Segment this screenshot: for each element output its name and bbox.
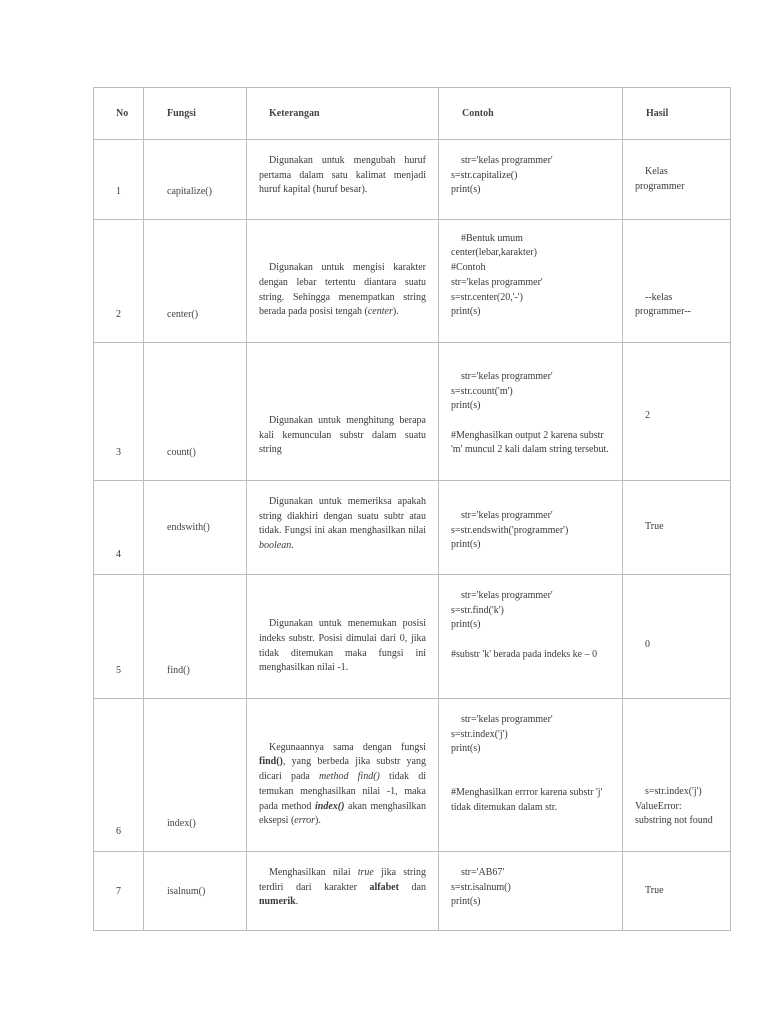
row-number: 3 <box>94 343 144 481</box>
result-cell <box>623 343 731 481</box>
code-line: s=str.count('m') <box>451 385 513 397</box>
function-name: index() <box>144 699 247 852</box>
table-row <box>94 220 731 343</box>
code-line: str='kelas programmer' <box>461 510 553 521</box>
header-contoh: Contoh <box>439 88 623 140</box>
result-line: Kelas <box>645 165 668 177</box>
description-text: Menghasilkan nilai true jika string terdiri dari karakter alfabet dan numerik. <box>259 867 426 908</box>
code-line: #Contoh <box>451 262 486 274</box>
result-cell <box>623 852 731 931</box>
result-cell <box>623 699 731 852</box>
result-cell <box>623 220 731 343</box>
example-cell <box>439 220 623 343</box>
code-line: print(s) <box>451 306 481 318</box>
table-row <box>94 481 731 575</box>
code-line: s=str.endswith('programmer') <box>451 524 569 536</box>
code-line: s=str.capitalize() <box>451 169 518 181</box>
table-row <box>94 575 731 699</box>
description-text: Digunakan untuk menemukan posisi indeks substr. Posisi dimulai dari 0, jika tidak ditemukan maka fungsi ini menghasilkan nilai -1. <box>259 618 426 674</box>
row-number: 2 <box>94 220 144 343</box>
description-text: Digunakan untuk mengubah huruf pertama dalam satu kalimat menjadi huruf kapital (huruf besar). <box>259 155 426 196</box>
header-hasil: Hasil <box>623 88 731 140</box>
code-line: str='kelas programmer' <box>461 370 553 382</box>
header-fungsi: Fungsi <box>144 88 247 140</box>
code-comment: #Menghasilkan output 2 karena substr 'm' muncul 2 kali dalam string tersebut. <box>451 429 609 456</box>
function-name: count() <box>144 343 247 481</box>
code-line: s=str.isalnum() <box>451 881 511 893</box>
table-row <box>94 343 731 481</box>
description-cell <box>247 481 439 575</box>
function-name: isalnum() <box>144 852 247 931</box>
row-number: 6 <box>94 699 144 852</box>
code-line: print(s) <box>451 896 481 908</box>
description-cell <box>247 220 439 343</box>
description-cell <box>247 343 439 481</box>
code-line: print(s) <box>451 184 481 196</box>
code-line: str='kelas programmer' <box>461 155 553 166</box>
description-cell <box>247 852 439 931</box>
code-line: str='kelas programmer' <box>451 276 543 288</box>
function-name: endswith() <box>144 481 247 575</box>
code-line: print(s) <box>451 539 481 551</box>
table-row <box>94 699 731 852</box>
code-line: #Bentuk umum <box>461 232 523 244</box>
result-line: True <box>645 884 664 896</box>
code-line: print(s) <box>451 619 481 631</box>
code-comment: #Menghasilkan errror karena substr 'j' tidak ditemukan dalam str. <box>451 787 603 814</box>
code-comment: #substr 'k' berada pada indeks ke – 0 <box>451 648 598 660</box>
code-line: s=str.find('k') <box>451 604 504 616</box>
result-line: True <box>645 521 664 533</box>
result-line: s=str.index('j') <box>645 785 702 797</box>
row-number: 5 <box>94 575 144 699</box>
description-text: Digunakan untuk menghitung berapa kali kemunculan substr dalam suatu string <box>259 414 426 456</box>
result-line: programmer-- <box>635 306 691 318</box>
example-cell <box>439 481 623 575</box>
header-keterangan: Keterangan <box>247 88 439 140</box>
result-cell <box>623 575 731 699</box>
result-line: programmer <box>635 180 685 192</box>
code-line: center(lebar,karakter) <box>451 247 537 259</box>
result-cell <box>623 140 731 220</box>
example-cell <box>439 343 623 481</box>
row-number: 7 <box>94 852 144 931</box>
description-cell <box>247 575 439 699</box>
table-row <box>94 140 731 220</box>
example-cell <box>439 852 623 931</box>
functions-table <box>93 87 731 931</box>
row-number: 4 <box>94 481 144 575</box>
code-line: str='kelas programmer' <box>461 714 553 725</box>
table-row <box>94 852 731 931</box>
code-line: print(s) <box>451 400 481 412</box>
code-line: print(s) <box>451 743 481 755</box>
table-header-row <box>94 88 731 140</box>
description-cell <box>247 699 439 852</box>
result-cell <box>623 481 731 575</box>
description-cell <box>247 140 439 220</box>
function-name: center() <box>144 220 247 343</box>
function-name: capitalize() <box>144 140 247 220</box>
description-text: Digunakan untuk mengisi karakter dengan lebar tertentu diantara suatu string. Sehingga menempatkan string berada pada posisi tengah (center). <box>259 262 426 318</box>
code-line: s=str.index('j') <box>451 728 508 740</box>
example-cell <box>439 699 623 852</box>
code-line: str='AB67' <box>461 867 505 878</box>
code-line: str='kelas programmer' <box>461 590 553 601</box>
code-line: s=str.center(20,'-') <box>451 291 523 303</box>
row-number: 1 <box>94 140 144 220</box>
result-line: --kelas <box>645 291 673 303</box>
example-cell <box>439 140 623 220</box>
result-line: ValueError: substring not found <box>635 800 713 827</box>
function-name: find() <box>144 575 247 699</box>
example-cell <box>439 575 623 699</box>
description-text: Digunakan untuk memeriksa apakah string diakhiri dengan suatu subtr atau tidak. Fungsi ini akan menghasilkan nilai boolean. <box>259 496 426 552</box>
result-line: 2 <box>645 410 650 422</box>
header-no: No <box>94 88 144 140</box>
description-text: Kegunaannya sama dengan fungsi find(), yang berbeda jika substr yang dicari pada method find() tidak di temukan menghasilkan nilai -1, maka pada method index() akan menghasilkan eksepsi (error). <box>259 741 427 827</box>
result-line: 0 <box>645 639 650 651</box>
